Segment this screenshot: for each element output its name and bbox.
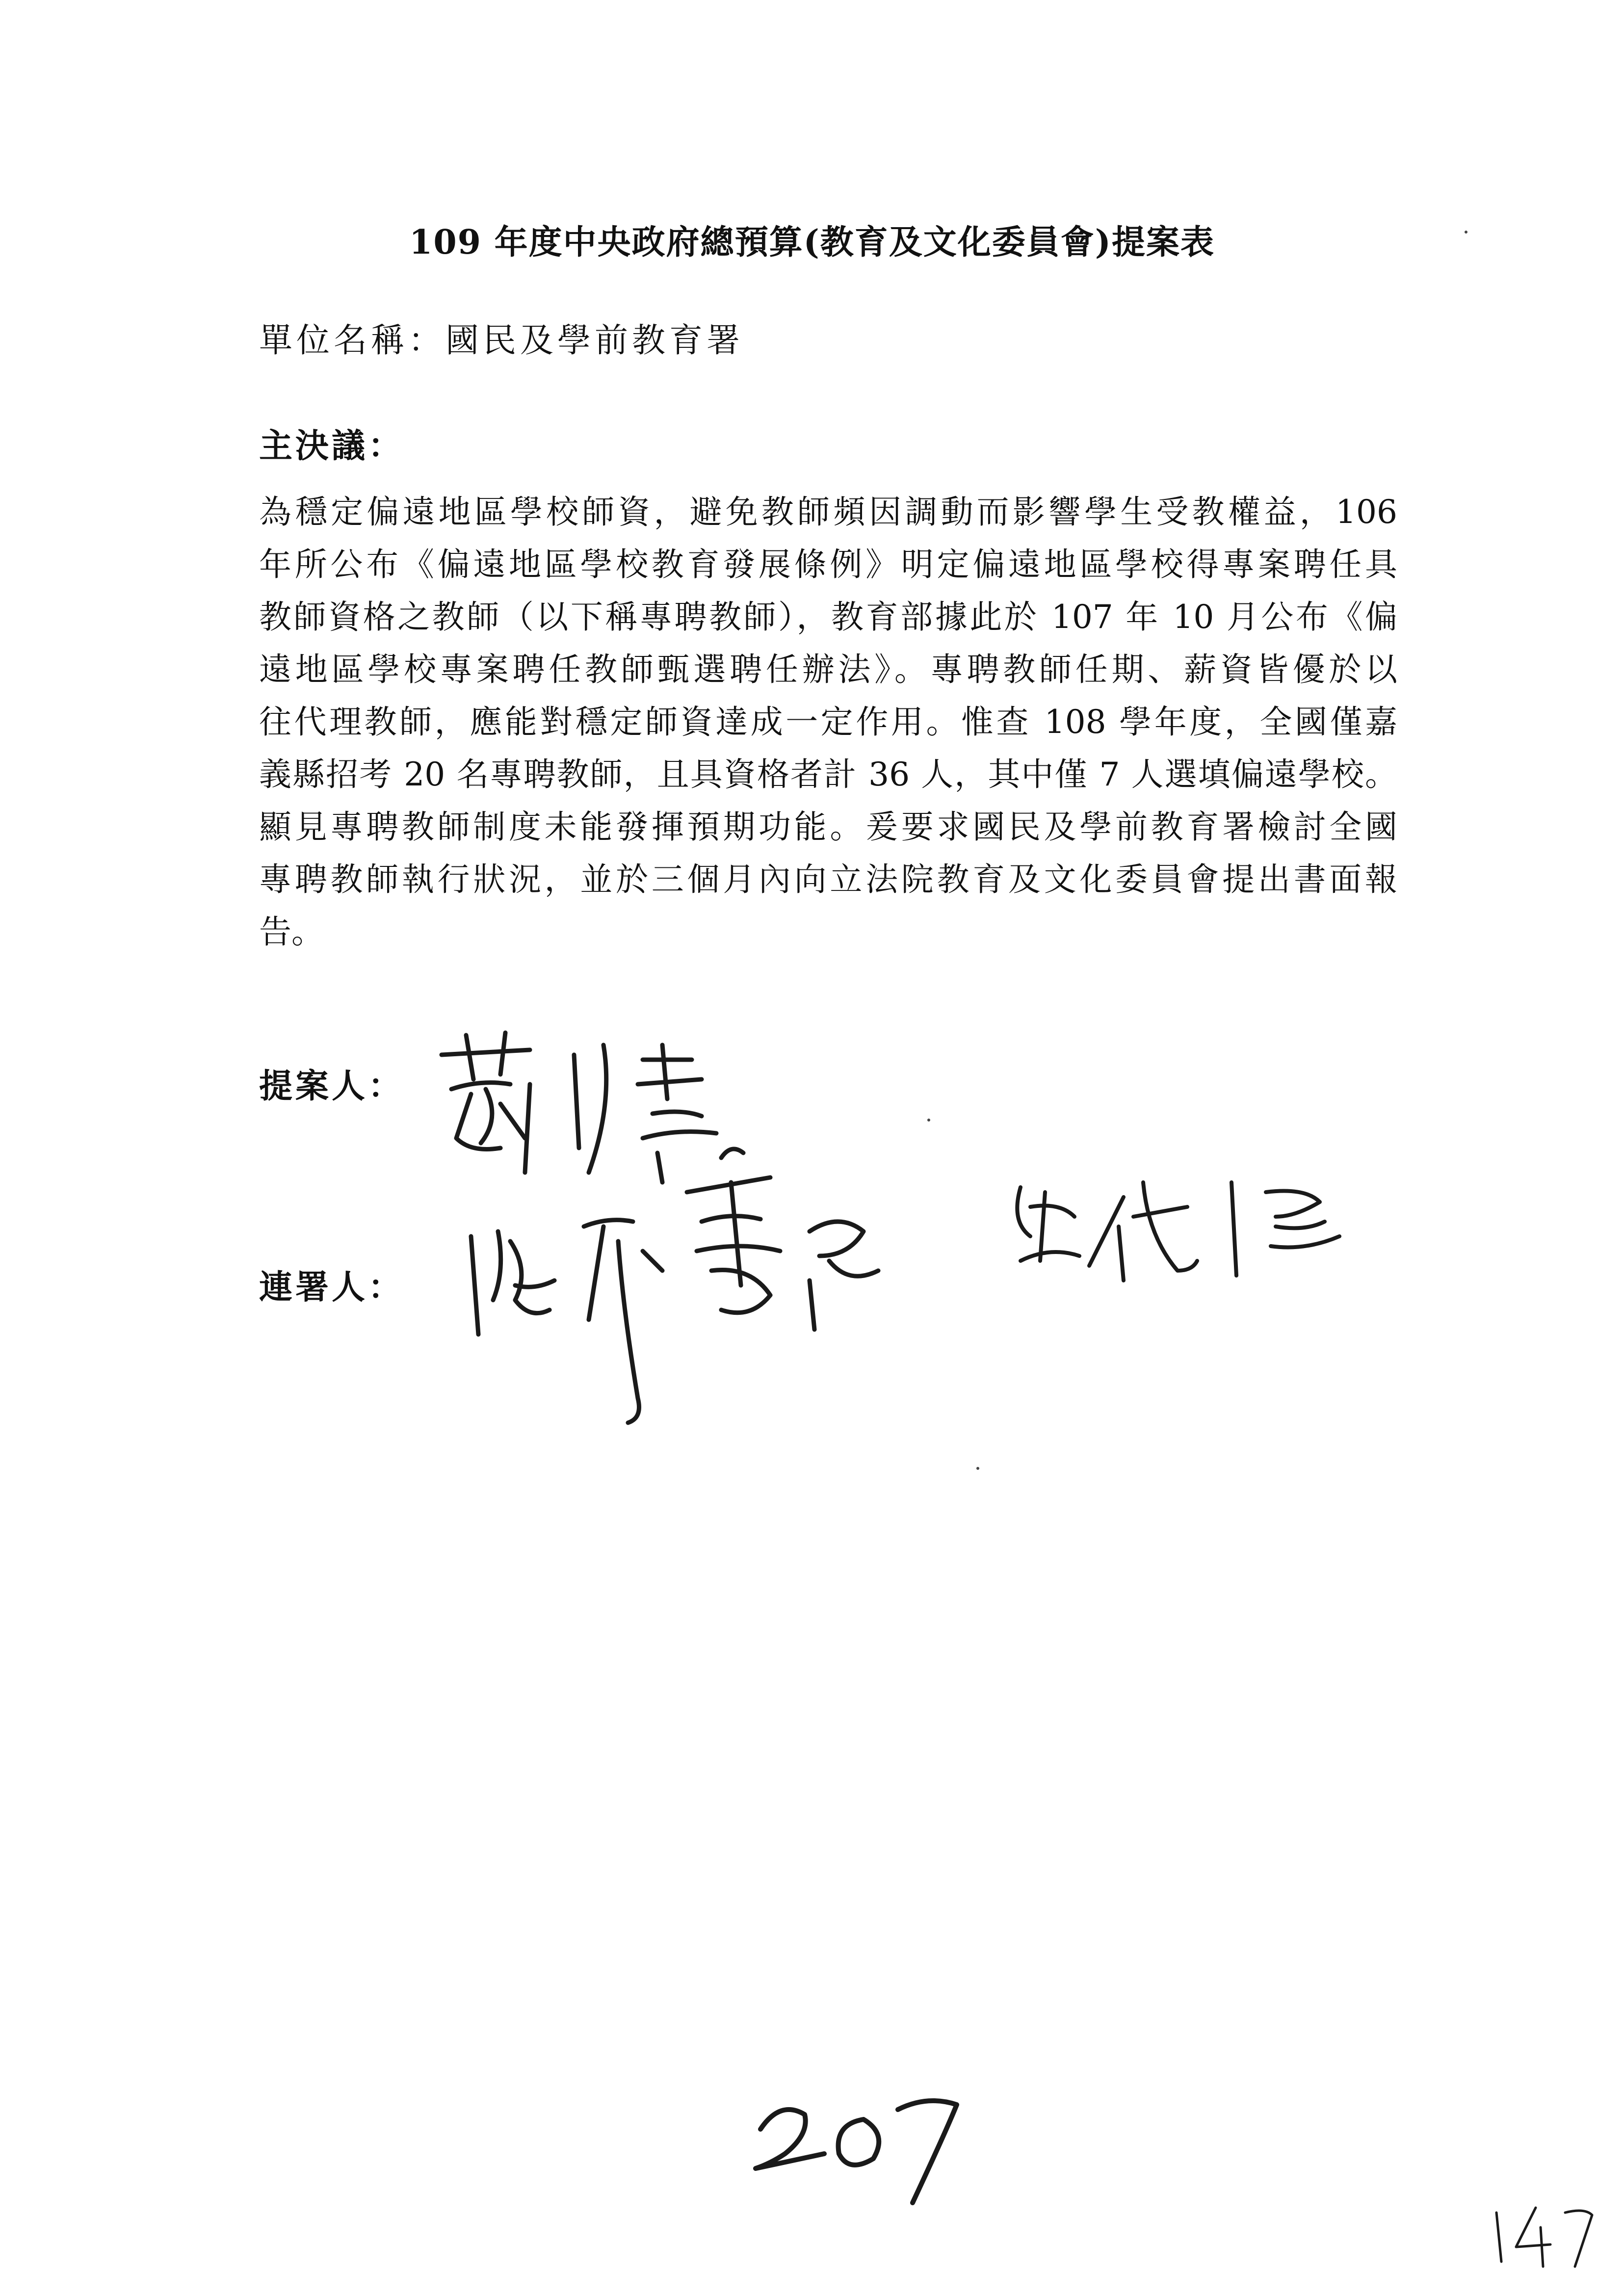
resolution-line: 顯見專聘教師制度未能發揮預期功能。爰要求國民及學前教育署檢討全國 — [259, 808, 1397, 846]
scan-speck — [927, 1119, 930, 1122]
resolution-line: 遠地區學校專案聘任教師甄選聘任辦法》。專聘教師任期、薪資皆優於以 — [259, 651, 1397, 688]
resolution-line: 往代理教師，應能對穩定師資達成一定作用。惟查 108 學年度，全國僅嘉 — [259, 703, 1397, 741]
cosigner-label: 連署人： — [259, 1268, 405, 1307]
scan-speck — [1465, 231, 1467, 234]
scan-speck — [976, 1467, 979, 1470]
resolution-line: 年所公布《偏遠地區學校教育發展條例》明定偏遠地區學校得專案聘任具 — [259, 546, 1397, 583]
unit-name-value: 國民及學前教育署 — [445, 321, 744, 360]
resolution-line: 專聘教師執行狀況，並於三個月內向立法院教育及文化委員會提出書面報 — [259, 861, 1397, 898]
resolution-line: 告。 — [259, 913, 324, 951]
handwritten-corner-number — [1487, 2198, 1604, 2276]
cosigner-signature — [456, 1123, 947, 1437]
proposer-label: 提案人： — [259, 1067, 405, 1106]
cosigner-signature — [1001, 1163, 1354, 1290]
main-resolution-label: 主決議： — [259, 426, 405, 466]
unit-name-label: 單位名稱： — [259, 321, 446, 360]
resolution-line: 教師資格之教師（以下稱專聘教師），教育部據此於 107 年 10 月公布《偏 — [259, 598, 1397, 636]
resolution-line: 義縣招考 20 名專聘教師，且具資格者計 36 人，其中僅 7 人選填偏遠學校。 — [259, 756, 1397, 793]
main-resolution-body — [259, 486, 1397, 958]
handwritten-page-number — [751, 2080, 1006, 2208]
document-title: 109 年度中央政府總預算(教育及文化委員會)提案表 — [409, 223, 1215, 262]
unit-name-row — [259, 314, 744, 362]
resolution-line: 為穩定偏遠地區學校師資，避免教師頻因調動而影響學生受教權益，106 — [259, 493, 1397, 531]
